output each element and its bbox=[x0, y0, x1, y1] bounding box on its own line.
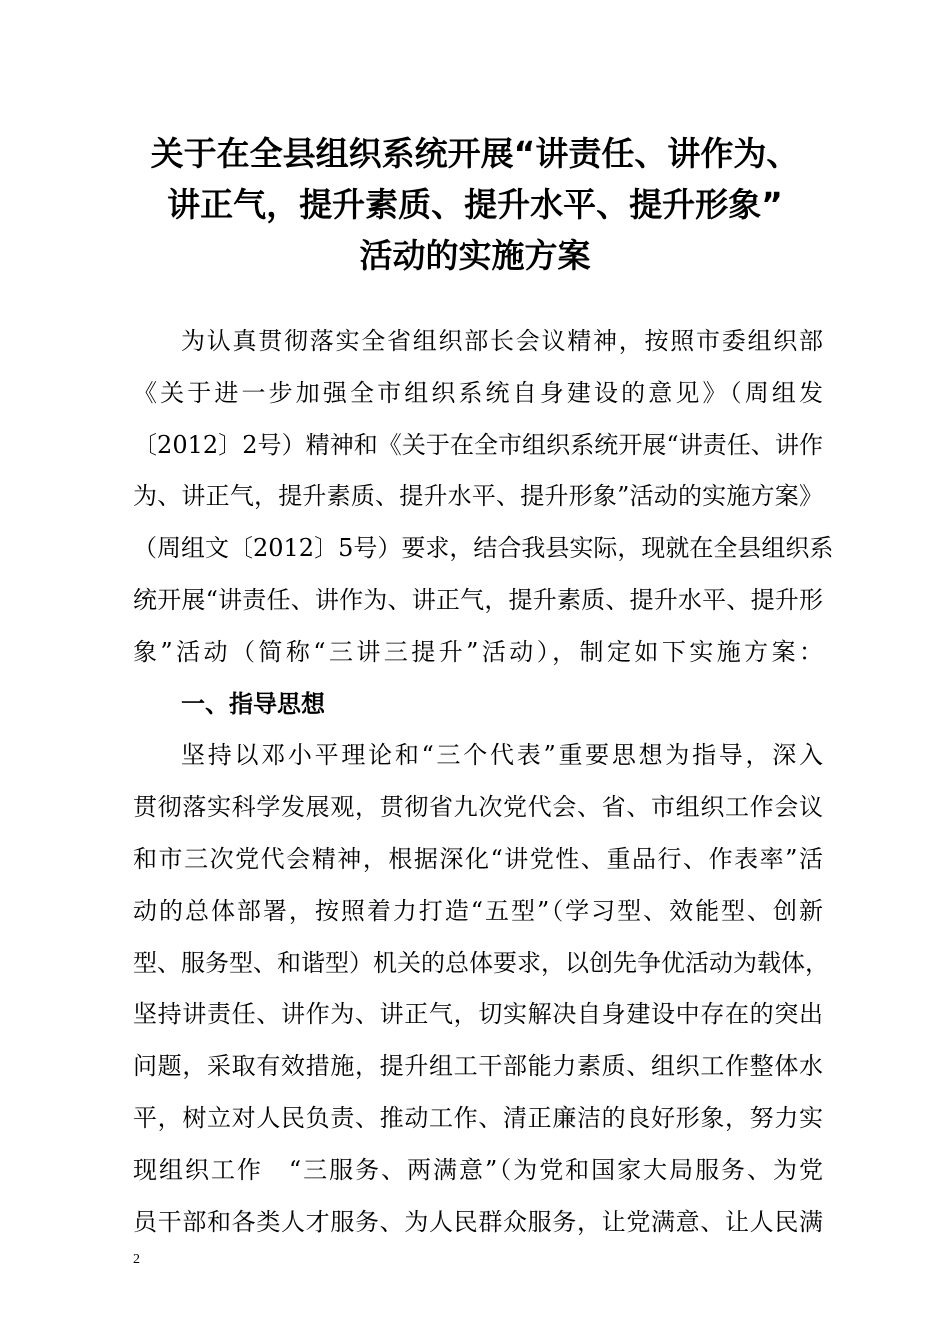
text-line: 现组织工作 “三服务、两满意”（为党和国家大局服务、为党 bbox=[133, 1155, 823, 1184]
text-line: 坚持以邓小平理论和“三个代表”重要思想为指导，深入 bbox=[181, 741, 823, 770]
title-line: 讲正气，提升素质、提升水平、提升形象” bbox=[167, 185, 783, 224]
document-body bbox=[133, 316, 834, 1248]
text-line: 动的总体部署，按照着力打造“五型”（学习型、效能型、创新 bbox=[133, 896, 823, 925]
text-line: 为认真贯彻落实全省组织部长会议精神，按照市委组织部 bbox=[181, 327, 823, 355]
text-line: 贯彻落实科学发展观，贯彻省九次党代会、省、市组织工作会议 bbox=[133, 793, 823, 822]
text-line: 为、讲正气，提升素质、提升水平、提升形象”活动的实施方案》 bbox=[133, 482, 823, 511]
text-line: 型、服务型、和谐型）机关的总体要求，以创先争优活动为载体， bbox=[133, 948, 829, 977]
text-line: 平，树立对人民负责、推动工作、清正廉洁的良好形象，努力实 bbox=[133, 1103, 823, 1132]
intro-paragraph bbox=[133, 316, 834, 679]
document-title bbox=[110, 128, 840, 281]
section-heading-guiding-thought: 一、指导思想 bbox=[181, 689, 325, 718]
guiding-thought-paragraph bbox=[133, 730, 829, 1248]
text-line: 〔2012〕2号）精神和《关于在全市组织系统开展“讲责任、讲作 bbox=[133, 430, 823, 459]
text-line: （周组文〔2012〕5号）要求，结合我县实际，现就在全县组织系 bbox=[133, 534, 834, 563]
text-line: 员干部和各类人才服务、为人民群众服务，让党满意、让人民满 bbox=[133, 1207, 823, 1236]
page-number: 2 bbox=[133, 1252, 140, 1267]
text-line: 《关于进一步加强全市组织系统自身建设的意见》（周组发 bbox=[133, 378, 823, 407]
text-line: 统开展“讲责任、讲作为、讲正气，提升素质、提升水平、提升形 bbox=[133, 585, 823, 614]
title-line: 活动的实施方案 bbox=[359, 236, 591, 275]
title-line: 关于在全县组织系统开展“讲责任、讲作为、 bbox=[150, 134, 800, 173]
text-line: 象”活动（简称“三讲三提升”活动），制定如下实施方案： bbox=[133, 637, 823, 666]
text-line: 问题，采取有效措施，提升组工干部能力素质、组织工作整体水 bbox=[133, 1052, 823, 1081]
text-line: 和市三次党代会精神，根据深化“讲党性、重品行、作表率”活 bbox=[133, 844, 823, 873]
text-line: 坚持讲责任、讲作为、讲正气，切实解决自身建设中存在的突出 bbox=[133, 1000, 823, 1029]
